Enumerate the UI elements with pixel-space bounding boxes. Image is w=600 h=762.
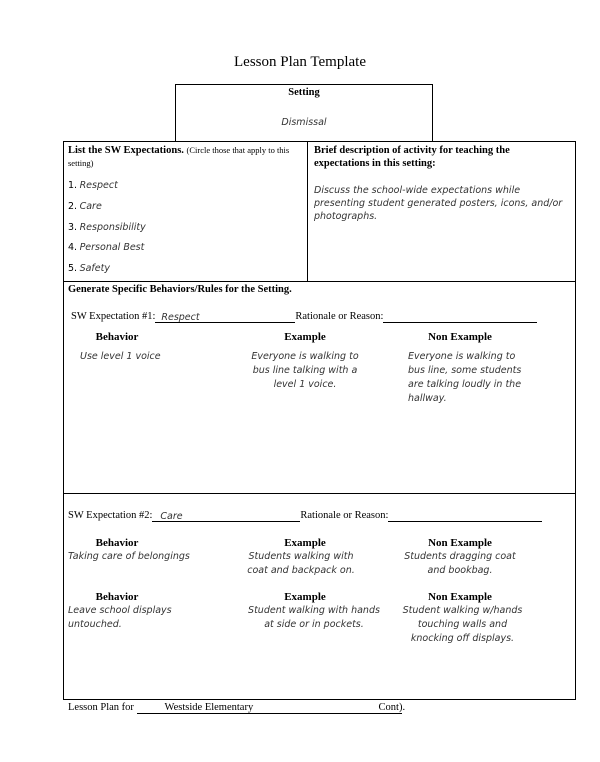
activity-text: Discuss the school-wide expectations while presenting student generated posters, icons, and/or photographs. bbox=[314, 185, 563, 222]
row-divider-1 bbox=[63, 281, 576, 282]
row-divider-2 bbox=[63, 493, 576, 494]
behaviors-heading: Generate Specific Behaviors/Rules for the Setting. bbox=[68, 284, 292, 295]
exp1-non-example-header: Non Example bbox=[428, 331, 492, 343]
expectations-heading bbox=[68, 144, 304, 170]
expectation-2-line bbox=[68, 510, 542, 522]
footer-line bbox=[68, 702, 406, 714]
expectation-1-line bbox=[71, 311, 537, 323]
exp2-row2-example: Student walking with hands at side or in pockets. bbox=[248, 605, 380, 630]
exp1-example-header: Example bbox=[284, 331, 326, 343]
rationale-1-label: Rationale or Reason: bbox=[295, 311, 384, 322]
exp2-row2-example-header: Example bbox=[284, 591, 326, 603]
expectation-1-label: SW Expectation #1: bbox=[71, 311, 156, 322]
exp2-row1-non-example: Students dragging coat and bookbag. bbox=[404, 551, 516, 576]
expectation-item-3: 3. Responsibility bbox=[68, 222, 146, 233]
exp2-row1-example-header: Example bbox=[284, 537, 326, 549]
expectation-item-5: 5. Safety bbox=[68, 263, 110, 274]
expectation-item-2: 2. Care bbox=[68, 201, 102, 212]
exp2-row1-non-example-header: Non Example bbox=[428, 537, 492, 549]
exp2-row2-behavior-header: Behavior bbox=[95, 591, 139, 603]
page-title: Lesson Plan Template bbox=[234, 54, 366, 70]
activity-heading: Brief description of activity for teaching the expectations in this setting: bbox=[314, 145, 510, 169]
setting-value: Dismissal bbox=[281, 117, 327, 128]
expectations-heading-text: List the SW Expectations. bbox=[68, 145, 184, 156]
column-divider bbox=[307, 141, 308, 282]
exp2-row1-behavior: Taking care of belongings bbox=[68, 551, 190, 562]
exp2-row2-behavior: Leave school displays untouched. bbox=[68, 605, 172, 630]
exp1-behavior-header: Behavior bbox=[95, 331, 139, 343]
expectation-item-1: 1. Respect bbox=[68, 180, 118, 191]
setting-label: Setting bbox=[288, 87, 320, 98]
rationale-2-label: Rationale or Reason: bbox=[300, 510, 389, 521]
expectation-2-value: Care bbox=[160, 511, 183, 522]
exp2-row2-non-example: Student walking w/hands touching walls and knocking off displays. bbox=[402, 605, 523, 644]
exp1-behavior: Use level 1 voice bbox=[80, 351, 161, 362]
exp1-non-example: Everyone is walking to bus line, some students are talking loudly in the hallway. bbox=[408, 351, 522, 404]
exp2-row2-non-example-header: Non Example bbox=[428, 591, 492, 603]
expectation-2-label: SW Expectation #2: bbox=[68, 510, 153, 521]
expectation-item-4: 4. Personal Best bbox=[68, 242, 145, 253]
expectation-1-value: Respect bbox=[161, 312, 200, 323]
footer-school: Westside Elementary bbox=[164, 702, 254, 713]
footer-suffix: Cont). bbox=[378, 702, 406, 713]
expectations-note: (Circle those that apply to this setting) bbox=[68, 145, 290, 168]
setting-box bbox=[175, 84, 433, 142]
footer-label: Lesson Plan for bbox=[68, 702, 134, 713]
exp2-row1-example: Students walking with coat and backpack on. bbox=[247, 551, 355, 576]
exp1-example: Everyone is walking to bus line talking with a level 1 voice. bbox=[251, 351, 359, 390]
exp2-row1-behavior-header: Behavior bbox=[95, 537, 139, 549]
